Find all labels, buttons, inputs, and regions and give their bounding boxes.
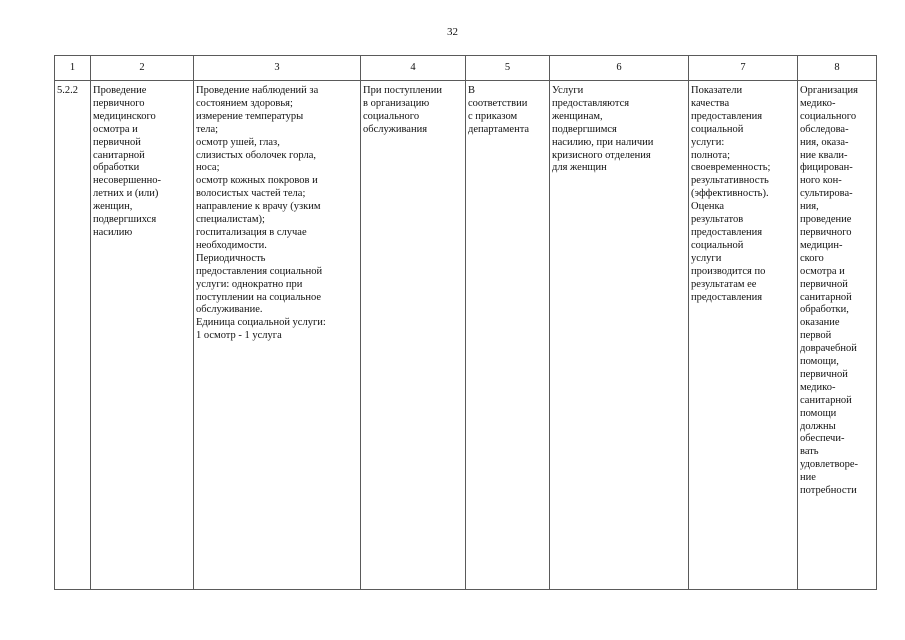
column-header: 5 xyxy=(466,56,550,81)
conditions-detail: Организация медико- социального обследова- ния, оказа- ние квали- фицирован- ного кон- сультирова- ния, проведение первичного медицин- ского осмотра и первичной санитарной обработки, оказание первой доврачебной помощи, первичной медико- санитарной помощи должны обеспечи- вать удовлетворе- ние потребности xyxy=(800,85,859,497)
column-header: 7 xyxy=(689,56,798,81)
row-number: 5.2.2 xyxy=(57,85,78,96)
service-timing: При поступлении в организацию социального обслуживания xyxy=(363,85,442,135)
column-header: 3 xyxy=(194,56,361,81)
service-name: Проведение первичного медицинского осмотра и первичной санитарной обработки несовершенно- летних и (или) женщин, подвергшихся насилию xyxy=(93,85,161,238)
conditions-cell xyxy=(550,81,689,590)
table-row xyxy=(55,81,877,590)
column-header: 4 xyxy=(361,56,466,81)
timing-cell xyxy=(361,81,466,590)
quality-cell xyxy=(689,81,798,590)
column-header: 1 xyxy=(55,56,91,81)
service-name-cell xyxy=(91,81,194,590)
row-number-cell xyxy=(55,81,91,590)
service-description-cell xyxy=(194,81,361,590)
quality-indicators: Показатели качества предоставления социальной услуги: полнота; своевременность; результативность (эффективность). Оценка результатов предоставления социальной услуги производится по результатам ее предоставления xyxy=(691,85,771,303)
service-description: Проведение наблюдений за состоянием здоровья; измерение температуры тела; осмотр ушей, глаз, слизистых оболочек горла, носа; осмотр кожных покровов и волосистых частей тела; направление к врачу (узким специалистам); госпитализация в случае необходимости. Периодичность предоставления социальной услуги: однократно при поступлении на социальное обслуживание. Единица социальной услуги: 1 осмотр - 1 услуга xyxy=(196,85,326,342)
column-header: 6 xyxy=(550,56,689,81)
table-header-row xyxy=(55,56,877,81)
page-number: 32 xyxy=(447,26,458,38)
services-table xyxy=(54,55,877,590)
column-header: 8 xyxy=(798,56,877,81)
conditions-detail-cell xyxy=(798,81,877,590)
basis-cell xyxy=(466,81,550,590)
service-basis: В соответствии с приказом департамента xyxy=(468,85,530,135)
service-conditions: Услуги предоставляются женщинам, подвергшимся насилию, при наличии кризисного отделения для женщин xyxy=(552,85,654,174)
column-header: 2 xyxy=(91,56,194,81)
